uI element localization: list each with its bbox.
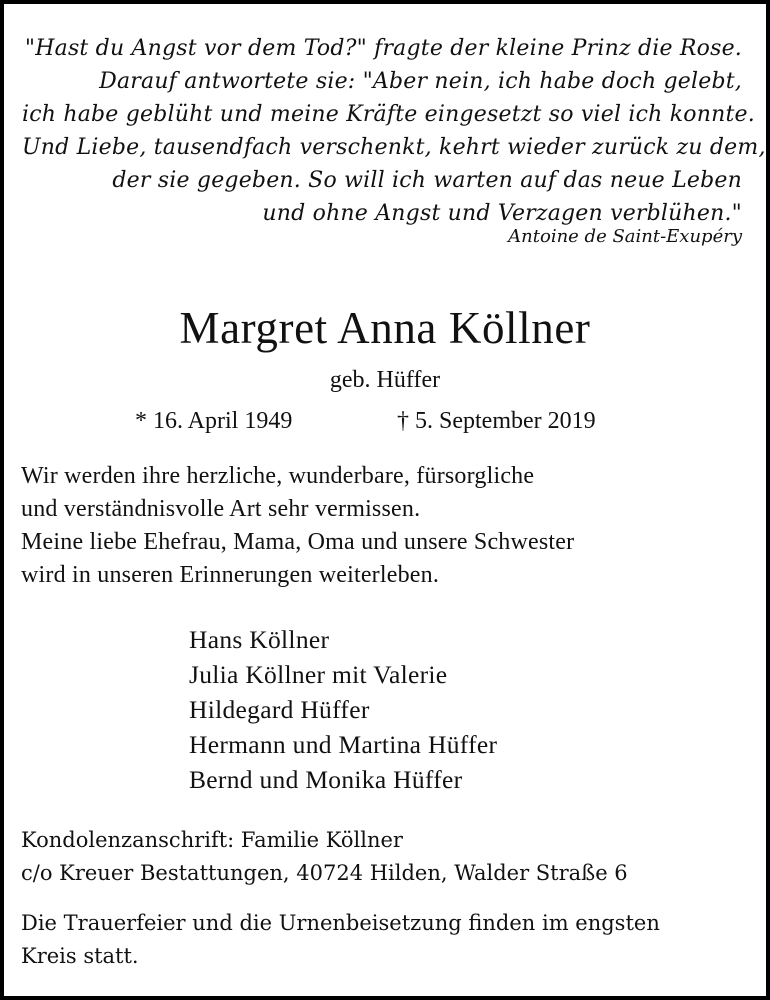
ceremony-note [21, 907, 660, 973]
message-line: Meine liebe Ehefrau, Mama, Oma und unsere Schwester [21, 529, 575, 555]
quote-line: Darauf antwortete sie: "Aber nein, ich habe doch gelebt, [99, 69, 742, 94]
quote-line: der sie gegeben. So will ich warten auf das neue Leben [112, 168, 742, 193]
mourner-name: Hans Köllner [189, 625, 330, 654]
quote-line: ich habe geblüht und meine Kräfte eingesetzt so viel ich konnte. [22, 102, 755, 127]
farewell-message [21, 460, 574, 592]
quote-line: Und Liebe, tausendfach verschenkt, kehrt wieder zurück zu dem, [22, 135, 766, 160]
quote-block [22, 32, 766, 230]
condolence-address [21, 824, 628, 890]
quote-line: und ohne Angst und Verzagen verblühen." [262, 201, 742, 226]
message-line: und verständnisvolle Art sehr vermissen. [21, 496, 421, 522]
maiden-name: geb. Hüffer [329, 367, 441, 393]
birth-date: * 16. April 1949 [135, 408, 293, 434]
deceased-name: Margret Anna Köllner [179, 303, 591, 353]
contact-line: Kondolenzanschrift: Familie Köllner [21, 828, 403, 852]
quote-author: Antoine de Saint-Exupéry [508, 226, 742, 247]
death-date: † 5. September 2019 [397, 408, 596, 434]
contact-line: c/o Kreuer Bestattungen, 40724 Hilden, Walder Straße 6 [21, 861, 628, 885]
mourner-name: Julia Köllner mit Valerie [189, 660, 448, 689]
message-line: wird in unseren Erinnerungen weiterleben. [21, 562, 440, 588]
mourner-name: Hildegard Hüffer [189, 695, 370, 724]
message-line: Wir werden ihre herzliche, wunderbare, fürsorgliche [21, 463, 535, 489]
mourners-list [189, 622, 497, 797]
ceremony-line: Die Trauerfeier und die Urnenbeisetzung finden im engsten [21, 911, 660, 935]
ceremony-line: Kreis statt. [21, 944, 139, 968]
quote-line: "Hast du Angst vor dem Tod?" fragte der kleine Prinz die Rose. [24, 36, 742, 61]
mourner-name: Hermann und Martina Hüffer [189, 730, 498, 759]
mourner-name: Bernd und Monika Hüffer [189, 765, 463, 794]
